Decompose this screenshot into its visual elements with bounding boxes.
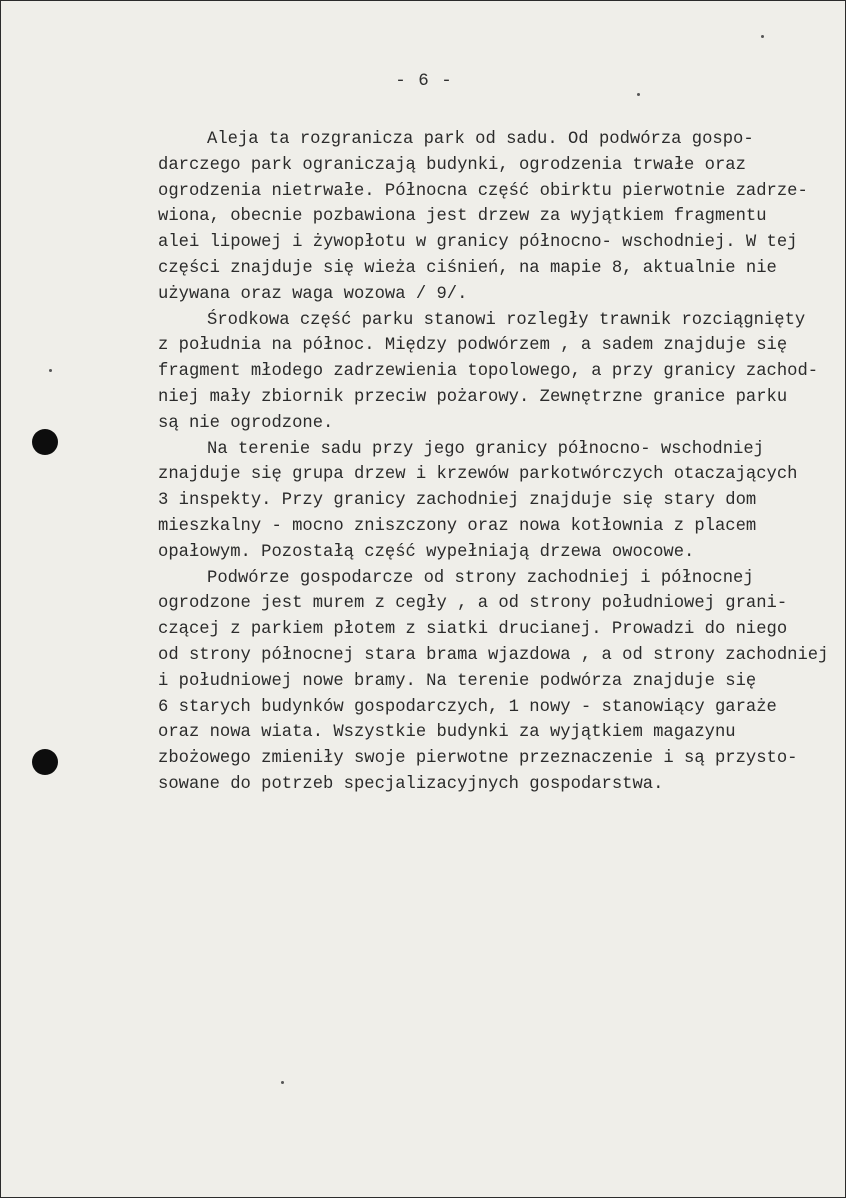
text-line: oraz nowa wiata. Wszystkie budynki za wyjątkiem magazynu [158, 723, 736, 743]
text-line: części znajduje się wieża ciśnień, na mapie 8, aktualnie nie [158, 258, 777, 278]
text-line: ogrodzenia nietrwałe. Północna część obirktu pierwotnie zadrze- [158, 181, 808, 201]
text-line: z południa na północ. Między podwórzem , a sadem znajduje się [158, 336, 788, 356]
text-line: alei lipowej i żywopłotu w granicy północno- wschodniej. W tej [158, 233, 798, 253]
paper-speck [281, 1081, 284, 1084]
text-line: Środkowa część parku stanowi rozległy trawnik rozciągnięty [207, 310, 806, 330]
paper-speck [637, 93, 640, 96]
text-line: 6 starych budynków gospodarczych, 1 nowy - stanowiący garaże [158, 697, 777, 717]
text-line: 3 inspekty. Przy granicy zachodniej znajduje się stary dom [158, 491, 757, 511]
text-line: i południowej nowe bramy. Na terenie podwórza znajduje się [158, 671, 757, 691]
paper-speck [49, 369, 52, 372]
text-line: czącej z parkiem płotem z siatki drucianej. Prowadzi do niego [158, 620, 788, 640]
text-line: Podwórze gospodarcze od strony zachodniej i północnej [207, 568, 754, 588]
text-line: zbożowego zmieniły swoje pierwotne przeznaczenie i są przysto- [158, 749, 798, 769]
paper-speck [761, 35, 764, 38]
text-line: są nie ogrodzone. [158, 413, 334, 433]
text-line: ogrodzone jest murem z cegły , a od strony południowej grani- [158, 594, 788, 614]
text-line: fragment młodego zadrzewienia topolowego, a przy granicy zachod- [158, 362, 819, 382]
text-line: używana oraz waga wozowa / 9/. [158, 284, 468, 304]
text-line: Aleja ta rozgranicza park od sadu. Od podwórza gospo- [207, 130, 754, 149]
text-line: darczego park ograniczają budynki, ogrodzenia trwałe oraz [158, 155, 746, 175]
text-line: sowane do potrzeb specjalizacyjnych gospodarstwa. [158, 774, 664, 794]
text-line: znajduje się grupa drzew i krzewów parkotwórczych otaczających [158, 465, 798, 485]
body-text [158, 127, 838, 798]
text-line: opałowym. Pozostałą część wypełniają drzewa owocowe. [158, 542, 695, 562]
text-line: mieszkalny - mocno zniszczony oraz nowa kotłownia z placem [158, 516, 757, 536]
text-line: od strony północnej stara brama wjazdowa , a od strony zachodniej [158, 645, 829, 665]
punch-hole-bottom [32, 749, 58, 775]
page-number: - 6 - [395, 71, 453, 91]
text-line: Na terenie sadu przy jego granicy północno- wschodniej [207, 439, 764, 459]
punch-hole-top [32, 429, 58, 455]
text-line: wiona, obecnie pozbawiona jest drzew za wyjątkiem fragmentu [158, 207, 767, 227]
text-line: niej mały zbiornik przeciw pożarowy. Zewnętrzne granice parku [158, 387, 788, 407]
